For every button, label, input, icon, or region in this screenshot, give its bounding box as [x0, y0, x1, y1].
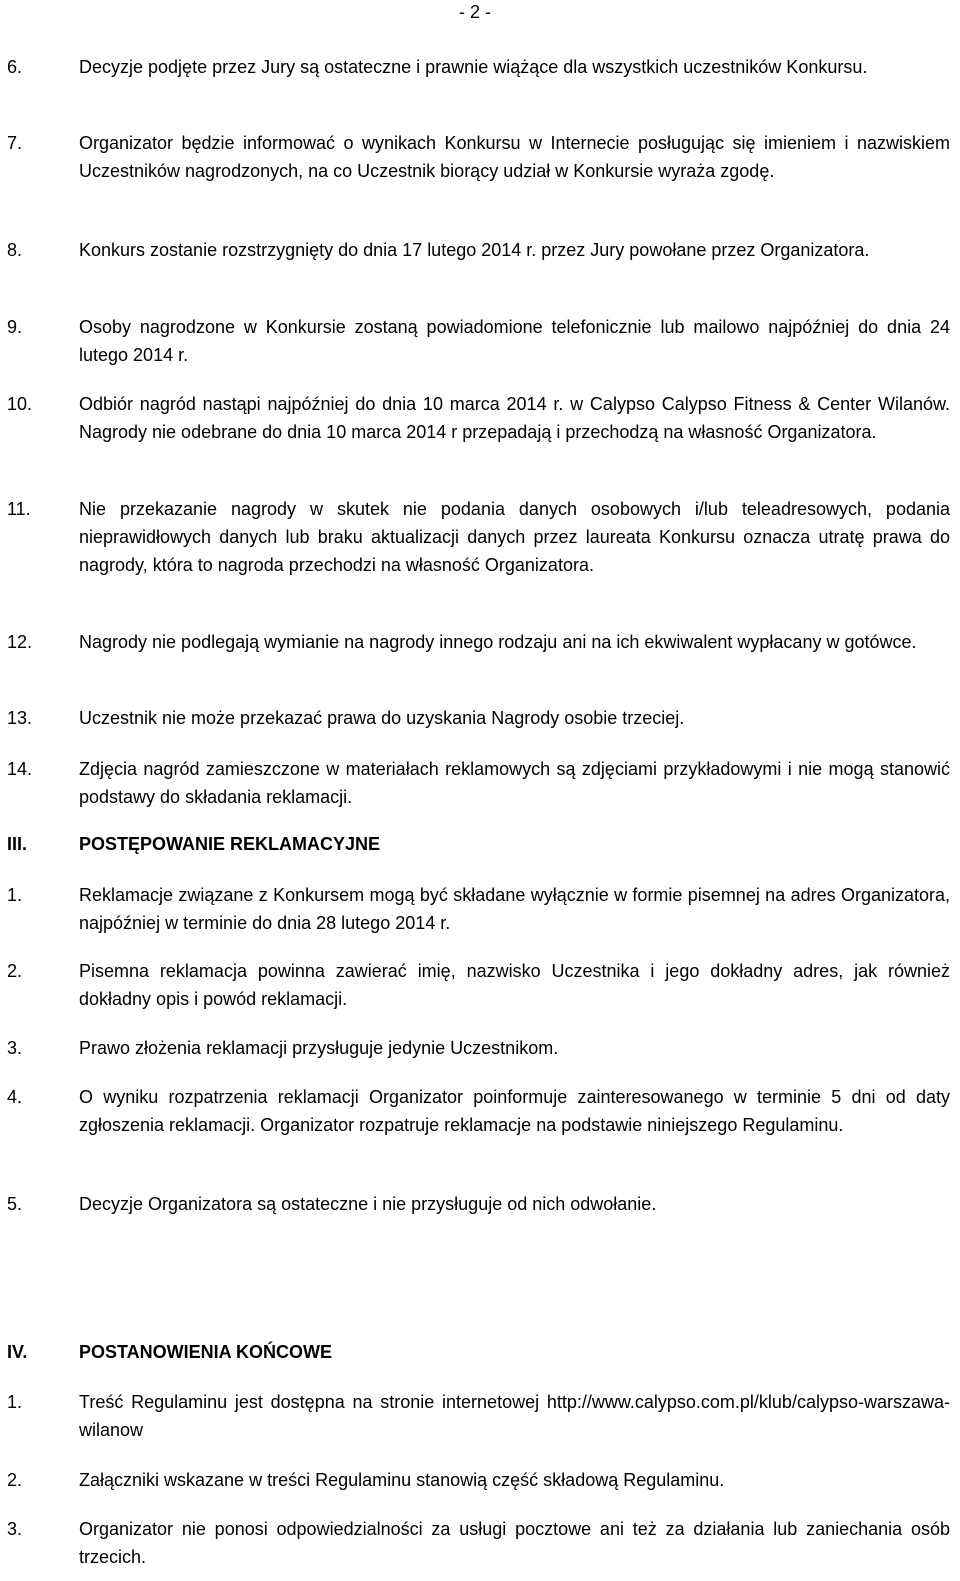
item-number: 6.	[7, 57, 23, 77]
list-item	[7, 1034, 950, 1062]
list-item	[7, 755, 950, 811]
list-item	[7, 1083, 950, 1139]
item-number: 8.	[7, 240, 23, 260]
item-text: Decyzje podjęte przez Jury są ostateczne i prawnie wiążące dla wszystkich uczestników Konkursu.	[79, 57, 868, 77]
section-title: POSTANOWIENIA KOŃCOWE	[79, 1342, 332, 1362]
item-text: Załączniki wskazane w treści Regulaminu stanowią część składową Regulaminu.	[79, 1470, 725, 1490]
item-text: Reklamacje związane z Konkursem mogą być składane wyłącznie w formie pisemnej na adres Organizatora, najpóźniej w terminie do dnia 28 lutego 2014 r.	[79, 885, 950, 933]
item-number: 12.	[7, 632, 33, 652]
item-number: 5.	[7, 1194, 23, 1214]
list-item	[7, 53, 950, 81]
item-number: 11.	[7, 499, 31, 519]
item-text: Nagrody nie podlegają wymianie na nagrody innego rodzaju ani na ich ekwiwalent wypłacany w gotówce.	[79, 632, 917, 652]
list-item	[7, 390, 950, 446]
section-title: POSTĘPOWANIE REKLAMACYJNE	[79, 834, 381, 854]
item-number: 2.	[7, 961, 23, 981]
section-heading-iv	[7, 1338, 950, 1366]
list-item	[7, 1466, 950, 1494]
item-number: 4.	[7, 1087, 23, 1107]
item-text: O wyniku rozpatrzenia reklamacji Organizator poinformuje zainteresowanego w terminie 5 dni od daty zgłoszenia reklamacji. Organizator rozpatruje reklamacje na podstawie niniejszego Regulaminu.	[79, 1087, 950, 1135]
item-text: Nie przekazanie nagrody w skutek nie podania danych osobowych i/lub teleadresowych, podania nieprawidłowych danych lub braku aktualizacji danych przez laureata Konkursu oznacza utratę prawa do nagrody, która to nagroda przechodzi na własność Organizatora.	[79, 499, 950, 575]
item-text: Odbiór nagród nastąpi najpóźniej do dnia 10 marca 2014 r. w Calypso Calypso Fitness & Center Wilanów. Nagrody nie odebrane do dnia 10 marca 2014 r przepadają i przechodzą na własność Organizatora.	[79, 394, 950, 442]
list-item	[7, 881, 950, 937]
item-number: 7.	[7, 133, 23, 153]
list-item	[7, 1388, 950, 1444]
section-heading-iii	[7, 830, 950, 858]
list-item	[7, 1515, 950, 1571]
section-number: III.	[7, 834, 28, 854]
list-item	[7, 129, 950, 185]
list-item	[7, 236, 950, 264]
item-number: 1.	[7, 1392, 23, 1412]
item-number: 13.	[7, 708, 33, 728]
section-number: IV.	[7, 1342, 28, 1362]
item-text: Uczestnik nie może przekazać prawa do uzyskania Nagrody osobie trzeciej.	[79, 708, 685, 728]
item-number: 9.	[7, 317, 23, 337]
item-text: Treść Regulaminu jest dostępna na stronie internetowej http://www.calypso.com.pl/klub/calypso-warszawa-wilanow	[79, 1392, 950, 1440]
item-number: 2.	[7, 1470, 23, 1490]
item-text: Organizator będzie informować o wynikach Konkursu w Internecie posługując się imieniem i nazwiskiem Uczestników nagrodzonych, na co Uczestnik biorący udział w Konkursie wyraża zgodę.	[79, 133, 950, 181]
page-number: - 2 -	[459, 2, 492, 22]
item-text: Pisemna reklamacja powinna zawierać imię, nazwisko Uczestnika i jego dokładny adres, jak również dokładny opis i powód reklamacji.	[79, 961, 950, 1009]
list-item	[7, 1190, 950, 1218]
item-text: Organizator nie ponosi odpowiedzialności za usługi pocztowe ani też za działania lub zaniechania osób trzecich.	[79, 1519, 950, 1567]
item-number: 14.	[7, 759, 33, 779]
item-number: 1.	[7, 885, 23, 905]
item-text: Konkurs zostanie rozstrzygnięty do dnia 17 lutego 2014 r. przez Jury powołane przez Organizatora.	[79, 240, 870, 260]
item-text: Osoby nagrodzone w Konkursie zostaną powiadomione telefonicznie lub mailowo najpóźniej do dnia 24 lutego 2014 r.	[79, 317, 950, 365]
item-number: 3.	[7, 1519, 23, 1539]
item-text: Prawo złożenia reklamacji przysługuje jedynie Uczestnikom.	[79, 1038, 559, 1058]
item-number: 3.	[7, 1038, 23, 1058]
list-item	[7, 957, 950, 1013]
list-item	[7, 628, 950, 656]
item-text: Zdjęcia nagród zamieszczone w materiałach reklamowych są zdjęciami przykładowymi i nie mogą stanowić podstawy do składania reklamacji.	[79, 759, 950, 807]
list-item	[7, 495, 950, 579]
list-item	[7, 313, 950, 369]
item-number: 10.	[7, 394, 33, 414]
item-text: Decyzje Organizatora są ostateczne i nie przysługuje od nich odwołanie.	[79, 1194, 657, 1214]
list-item	[7, 704, 950, 732]
